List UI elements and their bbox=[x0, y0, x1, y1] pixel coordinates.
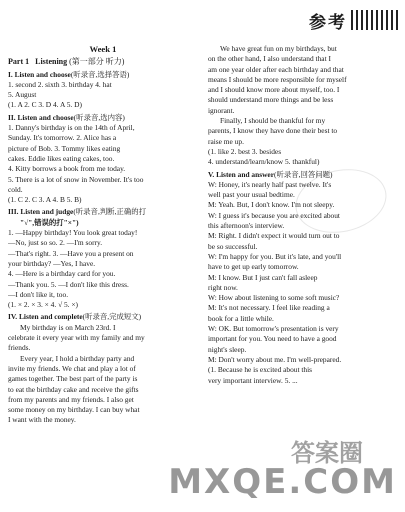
dialogue-line: well past your usual bedtime. bbox=[208, 190, 295, 200]
dialogue-line: M: Yeah. But, I don't know. I'm not sleepy. bbox=[208, 200, 335, 210]
text-line: some money on my birthday. I can buy what bbox=[8, 405, 140, 415]
part1-label: Part 1 bbox=[8, 57, 30, 67]
text-line: am one year older after each birthday and that bbox=[208, 64, 344, 74]
text-line: —Thank you. 5. —I don't like this dress. bbox=[8, 279, 129, 289]
dialogue-line: W: Honey, it's nearly half past twelve. It's bbox=[208, 179, 332, 189]
section-1-note: (听录音,选择答语) bbox=[70, 69, 130, 79]
text-line: 1. second 2. sixth 3. birthday 4. hat bbox=[8, 79, 112, 89]
section-3-note: (听录音,判断,正确的打 bbox=[73, 207, 146, 217]
dialogue-line: W: OK. But tomorrow's presentation is very bbox=[208, 324, 339, 334]
text-line: to eat the birthday cake and receive the gifts bbox=[8, 384, 139, 394]
text-line: and I should know more about myself, too. I bbox=[208, 85, 340, 95]
dialogue-line: M: Don't worry about me. I'm well-prepared. bbox=[208, 354, 342, 364]
dialogue-line: W: How about listening to some soft music? bbox=[208, 293, 340, 303]
text-line: from my parents and my friends. I also get bbox=[8, 394, 134, 404]
text-line: ignorant. bbox=[208, 105, 235, 115]
dialogue-line: M: Right. I didn't expect it would turn out to bbox=[208, 231, 340, 241]
dialogue-line: book for a little while. bbox=[208, 313, 274, 323]
answer-line: (1. A 2. C 3. D 4. A 5. D) bbox=[8, 100, 82, 110]
dialogue-line: M: I know. But I just can't fall asleep bbox=[208, 272, 318, 282]
section-3-note-2: "√",错误的打"×") bbox=[20, 217, 79, 227]
text-line: 4. Kitty borrows a book from me today. bbox=[8, 164, 126, 174]
text-line: 4. —Here is a birthday card for you. bbox=[8, 269, 116, 279]
part1-title: Listening bbox=[35, 57, 68, 67]
part1-heading bbox=[8, 57, 198, 67]
text-line: celebrate it every year with my family and my bbox=[8, 333, 145, 343]
header-title: 参考 bbox=[309, 12, 347, 33]
text-line: friends. bbox=[8, 343, 31, 353]
text-line: cakes. Eddie likes eating cakes, too. bbox=[8, 153, 115, 163]
page-header bbox=[309, 8, 405, 32]
text-line: 1. Danny's birthday is on the 14th of April, bbox=[8, 123, 135, 133]
text-line: your birthday? —Yes, I have. bbox=[8, 258, 96, 268]
answer-line: very important interview. 5. ... bbox=[208, 375, 298, 385]
dialogue-line: this afternoon's interview. bbox=[208, 221, 285, 231]
section-5-title: V. Listen and answer bbox=[208, 169, 274, 179]
section-4-heading bbox=[8, 312, 198, 322]
text-line: cold. bbox=[8, 184, 23, 194]
text-line: should understand more things and be less bbox=[208, 95, 334, 105]
dialogue-line: M: It's not necessary. I feel like reading a bbox=[208, 303, 330, 313]
watermark bbox=[168, 432, 403, 510]
text-line: 5. There is a lot of snow in November. It's too bbox=[8, 174, 144, 184]
answer-line: 4. understand/learn/know 5. thankful) bbox=[208, 157, 320, 167]
text-line: We have great fun on my birthdays, but bbox=[220, 44, 337, 53]
section-3-title: III. Listen and judge bbox=[8, 207, 74, 217]
section-1-heading bbox=[8, 70, 198, 80]
section-3-heading bbox=[8, 207, 198, 217]
answer-line: (1. Because he is excited about this bbox=[208, 365, 313, 375]
text-line: parents, I know they have done their best to bbox=[208, 126, 338, 136]
answer-line: (1. C 2. C 3. A 4. B 5. B) bbox=[8, 195, 82, 205]
text-line: Finally, I should be thankful for my bbox=[220, 116, 326, 126]
text-line: My birthday is on March 23rd. I bbox=[20, 322, 116, 332]
week-title: Week 1 bbox=[89, 44, 117, 54]
dialogue-line: be so successful. bbox=[208, 241, 258, 251]
text-line: Every year, I hold a birthday party and bbox=[20, 353, 135, 363]
header-ornament bbox=[351, 10, 399, 30]
text-line: 1. —Happy birthday! You look great today! bbox=[8, 228, 138, 238]
watermark-domain: MXQE.COM bbox=[168, 462, 397, 502]
text-line: games together. The best part of the party is bbox=[8, 374, 138, 384]
section-2-note: (听录音,选内容) bbox=[73, 112, 125, 122]
text-line: Sunday. It's tomorrow. 2. Alice has a bbox=[8, 133, 117, 143]
answer-line: (1. × 2. × 3. × 4. √ 5. ×) bbox=[8, 300, 78, 310]
section-2-heading bbox=[8, 113, 198, 123]
right-column bbox=[208, 44, 400, 386]
answer-line: (1. like 2. best 3. besides bbox=[208, 146, 282, 156]
text-line: 5. August bbox=[8, 90, 37, 100]
watermark-cn: 答案圈 bbox=[291, 441, 363, 467]
dialogue-line: W: I'm happy for you. But it's late, and you'll bbox=[208, 251, 342, 261]
part1-note: (第一部分 听力) bbox=[69, 57, 125, 67]
dialogue-line: have to get up early tomorrow. bbox=[208, 262, 299, 272]
text-line: on the other hand, I also understand that I bbox=[208, 54, 331, 64]
left-column bbox=[8, 44, 198, 426]
section-2-title: II. Listen and choose bbox=[8, 112, 74, 122]
text-line: means I should be more responsible for myself bbox=[208, 74, 347, 84]
dialogue-line: W: I guess it's because you are excited about bbox=[208, 210, 340, 220]
section-4-title: IV. Listen and complete bbox=[8, 312, 83, 322]
text-line: —No, just so so. 2. —I'm sorry. bbox=[8, 238, 103, 248]
dialogue-line: right now. bbox=[208, 282, 238, 292]
text-line: —That's right. 3. —Have you a present on bbox=[8, 248, 134, 258]
section-4-note: (听录音,完成短文) bbox=[82, 312, 142, 322]
text-line: invite my friends. We chat and play a lot of bbox=[8, 363, 136, 373]
dialogue-line: important for you. You need to have a good bbox=[208, 334, 337, 344]
text-line: picture of Bob. 3. Tommy likes eating bbox=[8, 143, 121, 153]
dialogue-line: night's sleep. bbox=[208, 344, 247, 354]
text-line: raise me up. bbox=[208, 136, 244, 146]
text-line: —I don't like it, too. bbox=[8, 289, 69, 299]
text-line: I want with the money. bbox=[8, 415, 76, 425]
section-1-title: I. Listen and choose bbox=[8, 69, 71, 79]
section-5-heading bbox=[208, 170, 400, 180]
section-5-note: (听录音,回答问题) bbox=[273, 169, 333, 179]
